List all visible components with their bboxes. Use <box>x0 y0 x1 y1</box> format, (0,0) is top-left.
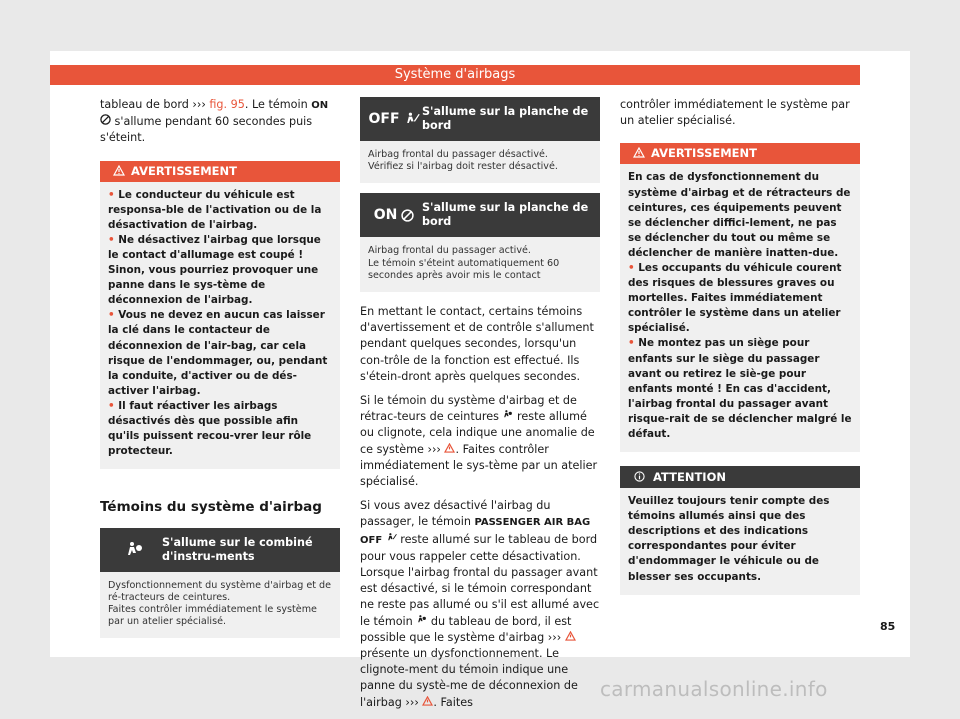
attention-title: ATTENTION <box>653 470 726 485</box>
intro-paragraph <box>100 97 340 147</box>
warning-title: AVERTISSEMENT <box>651 146 758 161</box>
warning-header <box>620 143 860 164</box>
figure-link[interactable]: fig. 95 <box>205 98 245 111</box>
airbag-seat-icon <box>502 409 513 420</box>
attention-header <box>620 466 860 488</box>
on-indicator-label: ON <box>373 207 398 224</box>
info-icon <box>634 471 645 482</box>
body-paragraph: Si le témoin du système d'airbag et de rétrac-teurs de ceintures reste allumé ou clignote, cela indique une anomalie de ce système ››› . Faites contrôler immédiatement le sys-tème par un atelier spécialisé. <box>360 394 598 489</box>
warning-triangle-icon <box>113 165 125 176</box>
indicator-header <box>100 528 340 572</box>
section-title: Témoins du système d'airbag <box>100 499 322 516</box>
intro-text: tableau de bord <box>100 98 193 111</box>
column-1 <box>100 97 340 638</box>
airbag-seat-icon <box>416 614 427 625</box>
indicator-icon-cell <box>366 207 422 223</box>
warning-item: • Ne montez pas un siège pour enfants sur le siège du passager avant ou retirez le siè-ge pour enfants monté ! En cas d'accident, l'airbag frontal du passager avant risque-rait de se déclencher malgré le défaut. <box>628 337 852 440</box>
warning-lead: En cas de dysfonctionnement du système d'airbag et de rétracteurs de ceintures, ces équipements peuvent se déclencher diffici-lement, ne pas se déclencher du tout ou même se déclencher de manière inatten-due. <box>628 171 851 259</box>
warning-title: AVERTISSEMENT <box>131 163 238 178</box>
body-paragraph: En mettant le contact, certains témoins d'avertissement et de contrôle s'allument pendant quelques secondes, lorsqu'un con-trôle de la fonction est effectué. Ils s'étein-dront après quelques secondes. <box>360 305 594 383</box>
warning-box <box>100 161 340 470</box>
column-3 <box>620 97 860 595</box>
body-paragraph: Si vous avez désactivé l'airbag du passager, le témoin PASSENGER AIR BAG OFF reste allumé sur le tableau de bord pour vous rappeler cette désactivation. Lorsque l'airbag frontal du passager avant est désactivé, si le témoin correspondant ne reste pas allumé ou s'il est allumé avec le témoin du tableau de bord, il est possible que le système d'airbag ››› présente un dysfonctionnement. Le clignote-ment du témoin indique une panne du systè-me de déconnexion de l'airbag ››› . Faites <box>360 499 600 709</box>
intro-paragraph: contrôler immédiatement le système par un atelier spécialisé. <box>620 98 850 128</box>
intro-text: . Le témoin <box>244 98 312 111</box>
page-number: 85 <box>880 620 896 633</box>
warning-triangle-icon <box>422 696 433 706</box>
warning-item: • Vous ne devez en aucun cas laisser la clé dans le contacteur de déconnexion de l'air-bag, car cela risque de l'endommager, ou, pendant la conduite, d'activer ou de dés-activer l'airbag. <box>108 309 328 397</box>
attention-body: Veuillez toujours tenir compte des témoins allumés ainsi que des descriptions et des indications correspondantes pour éviter d'endommager le véhicule ou de blesser ses occupants. <box>620 488 860 595</box>
airbag-disabled-icon <box>401 209 414 222</box>
ref-arrow: ››› <box>192 98 206 111</box>
airbag-seat-icon <box>124 541 144 559</box>
warning-item: • Ne désactivez l'airbag que lorsque le contact d'allumage est coupé ! Sinon, vous pourriez provoquer une panne dans le sys-tème de déconnexion de l'airbag. <box>108 233 321 307</box>
airbag-seat-icon <box>386 532 397 543</box>
warning-triangle-icon <box>633 147 645 158</box>
indicator-header <box>360 97 600 141</box>
warning-triangle-icon <box>444 443 455 453</box>
warning-header <box>100 161 340 182</box>
intro-text: s'allume pendant 60 secondes puis s'éteint. <box>100 115 313 145</box>
warning-item: • Le conducteur du véhicule est responsa-ble de l'activation ou de la désactivation de l'airbag. <box>108 188 322 231</box>
passenger-airbag-off-label: PASSENGER AIR BAG OFF <box>360 517 591 546</box>
indicator-icon-cell <box>106 541 162 559</box>
warning-body <box>620 164 860 452</box>
watermark: carmanualsonline.info <box>600 677 828 701</box>
indicator-title: S'allume sur la planche de bord <box>422 105 589 132</box>
airbag-disabled-icon <box>100 114 111 125</box>
indicator-box-airbag-off <box>360 97 600 183</box>
warning-item: • Les occupants du véhicule courent des risques de blessures graves ou mortelles. Faites immédiatement contrôler le système dans un atelier spécialisé. <box>628 261 842 335</box>
indicator-body: Dysfonctionnement du système d'airbag et de ré-tracteurs de ceintures. Faites contrôler immédiatement le système par un atelier spécialisé. <box>100 572 340 639</box>
indicator-header <box>360 193 600 237</box>
indicator-body: Airbag frontal du passager désactivé. Vérifiez si l'airbag doit rester désactivé. <box>360 141 600 183</box>
warning-box <box>620 143 860 452</box>
attention-box <box>620 466 860 595</box>
column-2 <box>360 97 600 719</box>
indicator-icon-cell <box>366 111 422 127</box>
indicator-box-airbag-fault <box>100 528 340 639</box>
indicator-box-airbag-on <box>360 193 600 292</box>
on-indicator-label: ON <box>311 100 329 111</box>
warning-item: • Il faut réactiver les airbags désactivés dès que possible afin qu'ils puissent recou-vrer leur rôle protecteur. <box>108 399 312 458</box>
indicator-body: Airbag frontal du passager activé. Le témoin s'éteint automatiquement 60 secondes après avoir mis le contact <box>360 237 600 292</box>
indicator-title: S'allume sur le combiné d'instru-ments <box>162 535 313 563</box>
indicator-title: S'allume sur la planche de bord <box>422 201 589 229</box>
off-indicator-label: OFF <box>368 110 400 127</box>
warning-body <box>100 182 340 470</box>
page-header: Système d'airbags <box>50 65 860 85</box>
airbag-seat-icon <box>404 111 420 127</box>
warning-triangle-icon <box>565 631 576 641</box>
